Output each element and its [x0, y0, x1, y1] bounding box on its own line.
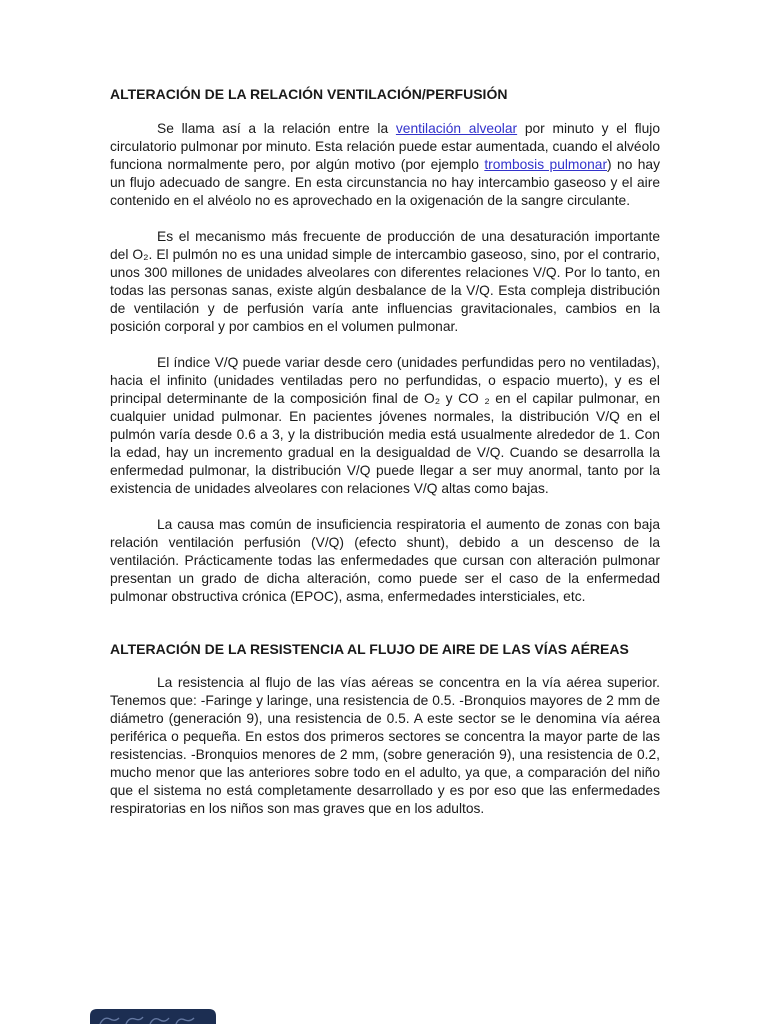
- paragraph: [110, 228, 660, 336]
- ventilacion-alveolar-link[interactable]: ventilación alveolar: [395, 121, 518, 136]
- paragraph: [110, 674, 660, 818]
- paragraph: [110, 516, 660, 606]
- document-body: [110, 85, 660, 836]
- trombosis-pulmonar-link[interactable]: trombosis pulmonar: [484, 157, 608, 172]
- paragraph-text: Se llama así a la relación entre la: [157, 121, 396, 136]
- paragraph-text: ) no hay un flujo adecuado de sangre. En esta circunstancia no hay intercambio gaseoso y el aire contenido en el alvéolo no es aprovechado en la oxigenación de la sangre circulante.: [110, 157, 660, 208]
- scribd-watermark-logo[interactable]: [90, 1009, 216, 1024]
- section-resistencia-vias-aereas: [110, 674, 660, 818]
- heading-resistencia-flujo-aire: ALTERACIÓN DE LA RESISTENCIA AL FLUJO DE AIRE DE LAS VÍAS AÉREAS: [110, 641, 629, 657]
- paragraph: [110, 354, 660, 498]
- paragraph: [110, 120, 660, 210]
- section-ventilacion-perfusion: [110, 120, 660, 606]
- paragraph-text: El índice V/Q puede variar desde cero (unidades perfundidas pero no ventiladas), hacia el infinito (unidades ventiladas pero no perfundidas, o espacio muerto), y es el principal determinante de la composición final de O₂ y CO ₂ en el capilar pulmonar, en cualquier unidad pulmonar. En pacientes jóvenes normales, la distribución V/Q en el pulmón varía desde 0.6 a 3, y la distribución media está usualmente alrededor de 1. Con la edad, hay un incremento gradual en la desigualdad de V/Q. Cuando se desarrolla la enfermedad pulmonar, la distribución V/Q puede llegar a ser muy anormal, tanto por la existencia de unidades alveolares con relaciones V/Q altas como bajas.: [110, 355, 660, 496]
- paragraph-text: La causa mas común de insuficiencia respiratoria el aumento de zonas con baja relación ventilación perfusión (V/Q) (efecto shunt), debido a un descenso de la ventilación. Prácticamente todas las enfermedades que cursan con alteración pulmonar presentan un grado de dicha alteración, como puede ser el caso de la enfermedad pulmonar obstructiva crónica (EPOC), asma, enfermedades intersticiales, etc.: [110, 517, 660, 604]
- paragraph-text: por minuto y el flujo circulatorio pulmonar por minuto. Esta relación puede estar aumentada, cuando el alvéolo funciona normalmente pero, por algún motivo (por ejemplo: [110, 121, 660, 172]
- paragraph-text: La resistencia al flujo de las vías aéreas se concentra en la vía aérea superior. Tenemos que: -Faringe y laringe, una resistencia de 0.5. -Bronquios mayores de 2 mm de diámetro (generación 9), una resistencia de 0.5. A este sector se le denomina vía aérea periférica o pequeña. En estos dos primeros sectores se concentra la mayor parte de las resistencias. -Bronquios menores de 2 mm, (sobre generación 9), una resistencia de 0.2, mucho menor que las anteriores sobre todo en el adulto, ya que, a comparación del niño que el sistema no está completamente desarrollado y es por eso que las enfermedades respiratorias en los niños son mas graves que en los adultos.: [110, 675, 660, 816]
- paragraph-text: Es el mecanismo más frecuente de producción de una desaturación importante del O₂. El pulmón no es una unidad simple de intercambio gaseoso, sino, por el contrario, unos 300 millones de unidades alveolares con diferentes relaciones V/Q. Por lo tanto, en todas las personas sanas, existe algún desbalance de la V/Q. Esta compleja distribución de ventilación y de perfusión varía ante influencias gravitacionales, cambios en la posición corporal y por cambios en el volumen pulmonar.: [110, 229, 660, 334]
- heading-relacion-ventilacion-perfusion: ALTERACIÓN DE LA RELACIÓN VENTILACIÓN/PERFUSIÓN: [110, 86, 508, 102]
